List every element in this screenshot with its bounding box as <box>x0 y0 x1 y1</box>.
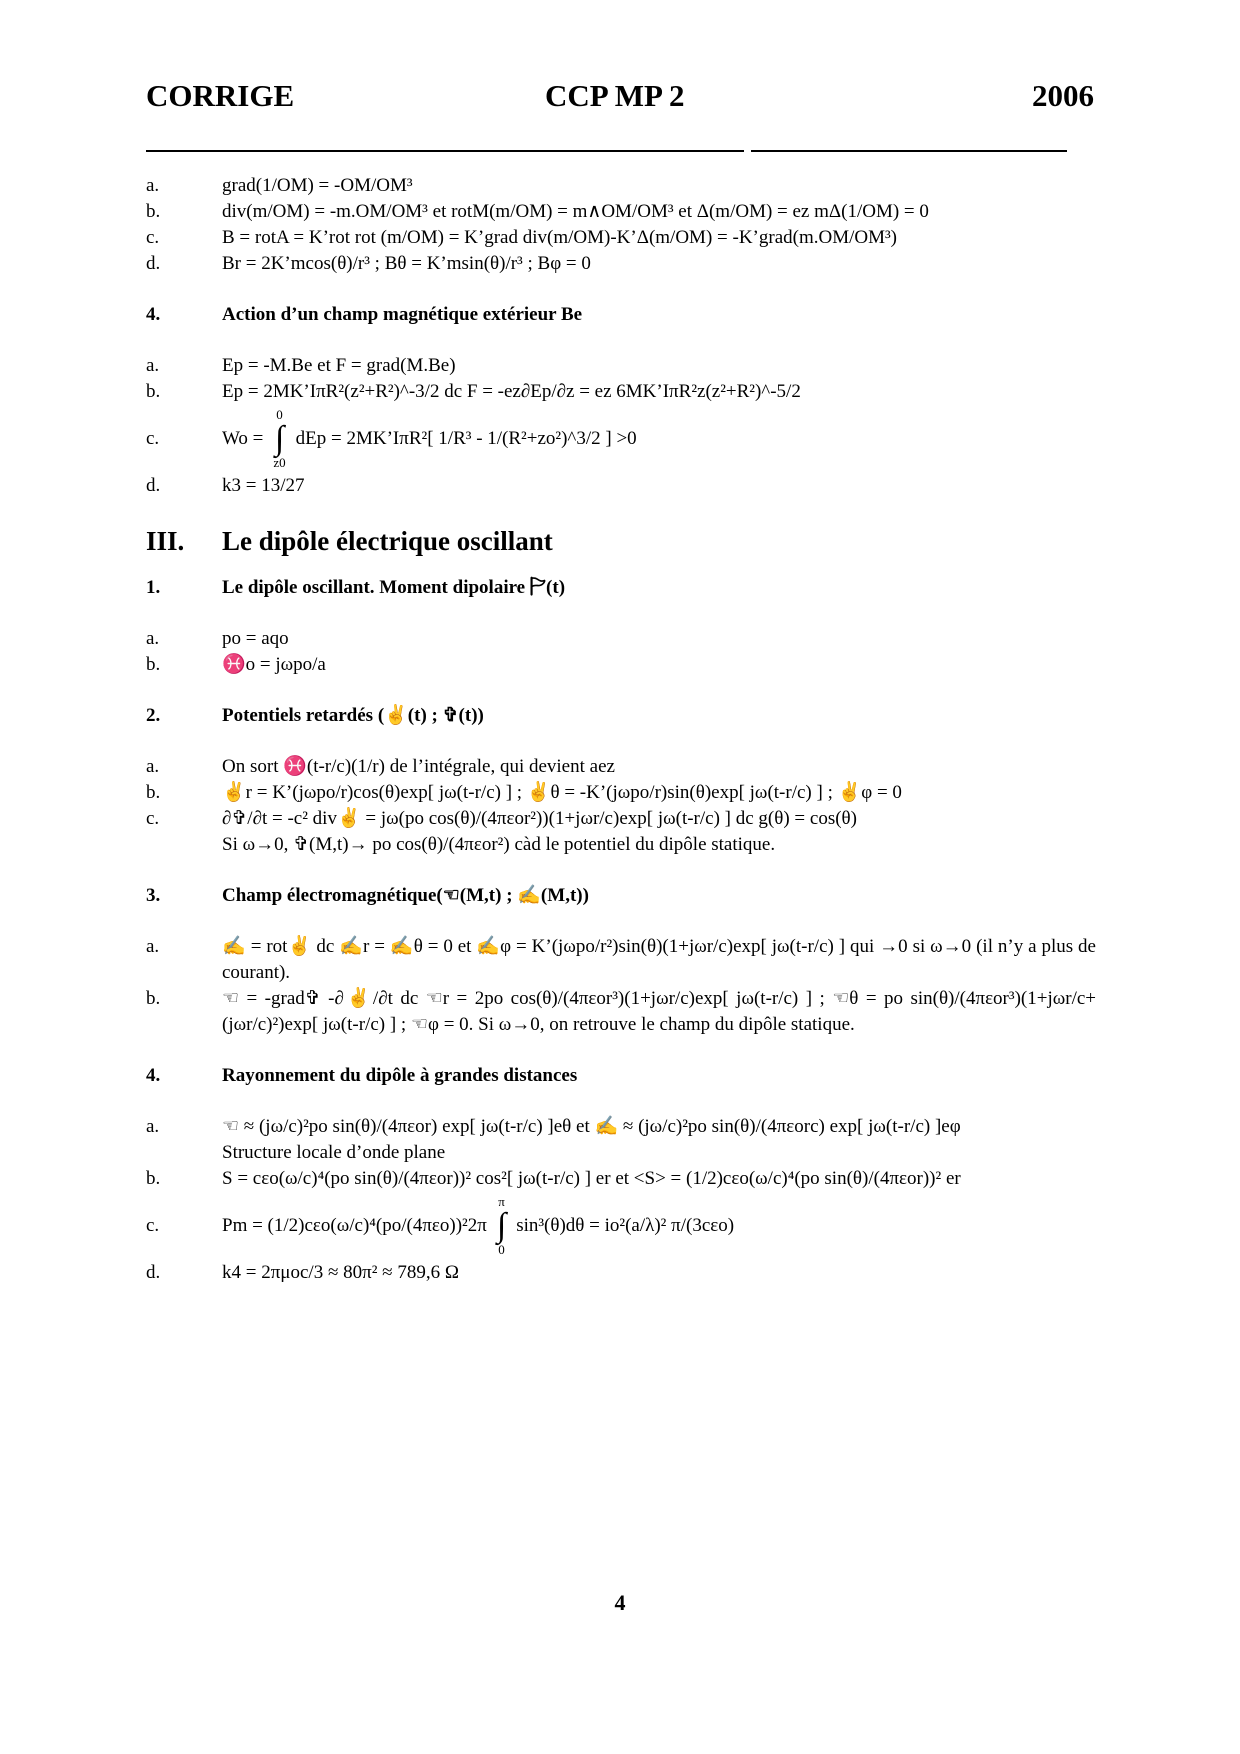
page-number: 4 <box>614 1590 626 1615</box>
item-text: ✍ = rot✌ dc ✍r = ✍θ = 0 et ✍φ = K’(jωpo/r²)sin(θ)(1+jωr/c)exp[ jω(t-r/c) ] qui →0 si ω→0 (il n’y a plus de courant). <box>222 936 1096 983</box>
item-marker: b. <box>146 381 161 402</box>
section-heading <box>146 575 1096 601</box>
header-rule-right <box>751 150 1067 152</box>
item-text: grad(1/OM) = -OM/OM³ <box>222 175 413 196</box>
list-item <box>146 1166 1096 1192</box>
integral-rhs: dEp = 2MK’IπR²[ 1/R³ - 1/(R²+zo²)^3/2 ] >0 <box>295 428 637 449</box>
integral-symbol: ∫ <box>496 1207 507 1244</box>
section-number: 3. <box>146 885 161 906</box>
item-marker: c. <box>146 428 160 449</box>
item-text: k4 = 2πμoc/3 ≈ 80π² ≈ 789,6 Ω <box>222 1262 459 1283</box>
integral-upper-bound: 0 <box>276 407 283 422</box>
integral-lower-bound: z0 <box>273 455 286 470</box>
item-marker: a. <box>146 355 160 376</box>
item-marker: b. <box>146 1168 161 1189</box>
item-continuation: Structure locale d’onde plane <box>222 1142 446 1163</box>
section-heading <box>146 703 1096 729</box>
section-heading <box>146 302 1096 328</box>
item-marker: a. <box>146 175 160 196</box>
integral-item <box>146 405 1096 473</box>
list-item <box>146 225 1096 251</box>
list-item <box>146 806 1096 832</box>
item-text: k3 = 13/27 <box>222 475 305 496</box>
part-heading <box>146 521 1096 561</box>
section-title: Champ électromagnétique(☜(M,t) ; ✍(M,t)) <box>222 885 589 906</box>
item-text: B = rotA = K’rot rot (m/OM) = K’grad div(m/OM)-K’Δ(m/OM) = -K’grad(m.OM/OM³) <box>222 227 898 248</box>
part-number: III. <box>146 526 185 556</box>
section-heading <box>146 883 1096 909</box>
integral-lower-bound: 0 <box>498 1242 505 1257</box>
list-item <box>146 754 1096 780</box>
section-number: 2. <box>146 705 161 726</box>
section-number: 4. <box>146 304 161 325</box>
item-marker: d. <box>146 253 161 274</box>
item-marker: a. <box>146 936 160 957</box>
section-number: 4. <box>146 1065 161 1086</box>
integral-lhs: Pm = (1/2)cεo(ω/c)⁴(po/(4πεo))²2π <box>222 1215 487 1236</box>
list-item <box>146 353 1096 379</box>
section-title: Action d’un champ magnétique extérieur Be <box>222 304 583 325</box>
item-marker: a. <box>146 628 160 649</box>
list-item <box>146 251 1096 277</box>
item-marker: b. <box>146 201 161 222</box>
section-title: Le dipôle oscillant. Moment dipolaire 🏱(t) <box>222 577 566 598</box>
item-marker: b. <box>146 654 161 675</box>
list-item <box>146 652 1096 678</box>
item-marker: a. <box>146 756 160 777</box>
item-text: Ep = -M.Be et F = grad(M.Be) <box>222 355 456 376</box>
list-item <box>146 1260 1096 1286</box>
list-item <box>146 173 1096 199</box>
integral-lhs: Wo = <box>222 428 264 449</box>
item-text: div(m/OM) = -m.OM/OM³ et rotM(m/OM) = m∧OM/OM³ et Δ(m/OM) = ez mΔ(1/OM) = 0 <box>222 201 929 222</box>
integral-rhs: sin³(θ)dθ = io²(a/λ)² π/(3cεo) <box>516 1215 735 1236</box>
item-text: On sort ♓(t-r/c)(1/r) de l’intégrale, qui devient aez <box>222 756 615 777</box>
integral-sign <box>273 408 285 470</box>
list-item <box>146 473 1096 499</box>
header-center: CCP MP 2 <box>545 78 685 113</box>
list-item <box>146 780 1096 806</box>
section-title: Potentiels retardés (✌(t) ; ✞(t)) <box>222 705 484 726</box>
header-left: CORRIGE <box>146 78 295 113</box>
item-text: S = cεo(ω/c)⁴(po sin(θ)/(4πεor))² cos²[ jω(t-r/c) ] er et <S> = (1/2)cεo(ω/c)⁴(po sin(θ)/(4πεor))² er <box>222 1168 961 1189</box>
integral-symbol: ∫ <box>274 420 285 457</box>
item-text: ☜ = -grad✞ -∂✌/∂t dc ☜r = 2po cos(θ)/(4πεor³)(1+jωr/c)exp[ jω(t-r/c) ] ; ☜θ = po sin(θ)/(4πεor³)(1+jωr/c+(jωr/c)²)exp[ jω(t-r/c) ] ; ☜φ = 0. Si ω→0, on retrouve le champ du dipôle statique. <box>222 988 1096 1035</box>
list-item <box>146 379 1096 405</box>
item-marker: d. <box>146 475 161 496</box>
item-text: Br = 2K’mcos(θ)/r³ ; Bθ = K’msin(θ)/r³ ; Bφ = 0 <box>222 253 591 274</box>
item-marker: b. <box>146 782 161 803</box>
list-item <box>146 199 1096 225</box>
item-text: Ep = 2MK’IπR²(z²+R²)^-3/2 dc F = -ez∂Ep/∂z = ez 6MK’IπR²z(z²+R²)^-5/2 <box>222 381 801 402</box>
item-marker: c. <box>146 808 160 829</box>
page-content <box>146 173 1096 1286</box>
header-rule-left <box>146 150 744 152</box>
item-marker: c. <box>146 1215 160 1236</box>
list-item <box>146 1114 1096 1140</box>
item-text: ∂✞/∂t = -c² div✌ = jω(po cos(θ)/(4πεor²))(1+jωr/c)exp[ jω(t-r/c) ] dc g(θ) = cos(θ) <box>222 808 857 829</box>
part-title: Le dipôle électrique oscillant <box>222 526 553 556</box>
section-number: 1. <box>146 577 161 598</box>
list-item <box>146 626 1096 652</box>
section-title: Rayonnement du dipôle à grandes distances <box>222 1065 578 1086</box>
item-text: ☜ ≈ (jω/c)²po sin(θ)/(4πεor) exp[ jω(t-r/c) ]eθ et ✍ ≈ (jω/c)²po sin(θ)/(4πεorc) exp[ jω(t-r/c) ]eφ <box>222 1116 961 1137</box>
item-marker: b. <box>146 988 161 1009</box>
item-text: ✌r = K’(jωpo/r)cos(θ)exp[ jω(t-r/c) ] ; ✌θ = -K’(jωpo/r)sin(θ)exp[ jω(t-r/c) ] ; ✌φ = 0 <box>222 782 902 803</box>
list-item <box>146 934 1096 986</box>
integral-upper-bound: π <box>498 1194 505 1209</box>
item-marker: c. <box>146 227 160 248</box>
header-right: 2006 <box>1032 78 1094 113</box>
item-text: po = aqo <box>222 628 289 649</box>
item-continuation: Si ω→0, ✞(M,t)→ po cos(θ)/(4πεor²) càd le potentiel du dipôle statique. <box>222 834 776 855</box>
item-marker: a. <box>146 1116 160 1137</box>
item-text: ♓o = jωpo/a <box>222 654 326 675</box>
item-marker: d. <box>146 1262 161 1283</box>
integral-item <box>146 1192 1096 1260</box>
integral-sign <box>497 1195 506 1257</box>
list-item <box>146 986 1096 1038</box>
section-heading <box>146 1063 1096 1089</box>
